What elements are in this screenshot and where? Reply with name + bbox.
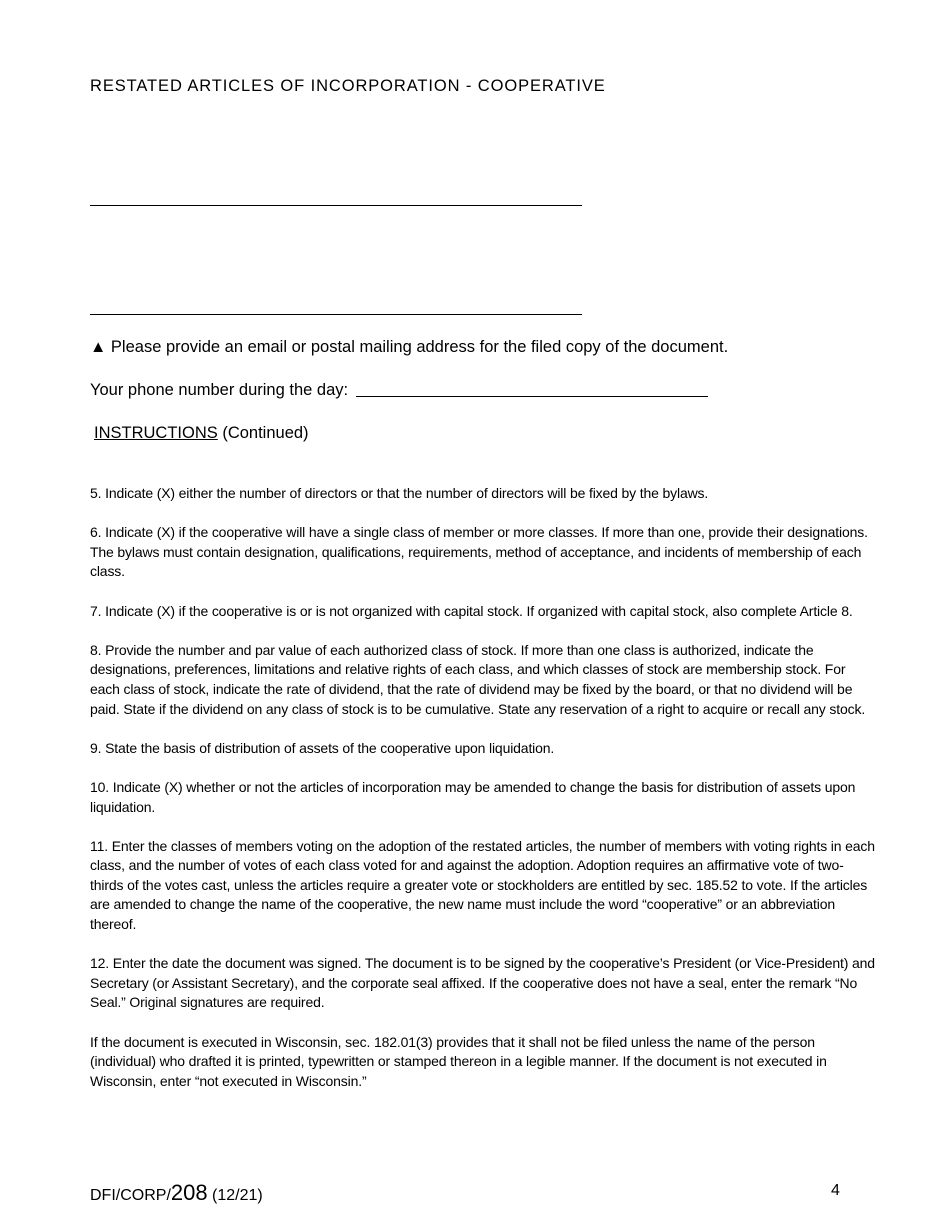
form-prefix: DFI/CORP/ [90, 1187, 171, 1204]
page-title: RESTATED ARTICLES OF INCORPORATION - COOPERATIVE [90, 77, 606, 95]
instruction-item-12: 12. Enter the date the document was signed. The document is to be signed by the cooperative’s President (or Vice-President) and Secretary (or Assistant Secretary), and the corporate seal affixed. If the cooperative does not have a seal, enter the remark “No Seal.” Original signatures are required. [90, 955, 875, 1011]
instruction-item-11: 11. Enter the classes of members voting on the adoption of the restated articles, the number of members with voting rights in each class, and the number of votes of each class voted for and against the adoption. Adoption requires an affirmative vote of two-thirds of the votes cast, unless the articles require a greater vote or stockholders are entitled by sec. 185.52 to vote. If the articles are amended to change the name of the cooperative, the new name must include the word “cooperative” or an abbreviation thereof. [90, 837, 875, 933]
instruction-item-9: 9. State the basis of distribution of assets of the cooperative upon liquidation. [90, 739, 555, 756]
instructions-heading-label: INSTRUCTIONS [94, 424, 218, 442]
instructions-heading-suffix: (Continued) [217, 424, 309, 442]
phone-row [90, 381, 708, 400]
instruction-item-7: 7. Indicate (X) if the cooperative is or is not organized with capital stock. If organized with capital stock, also complete Article 8. [90, 602, 853, 619]
phone-label: Your phone number during the day: [90, 381, 349, 399]
form-date: (12/21) [207, 1187, 263, 1204]
instruction-item-5: 5. Indicate (X) either the number of directors or that the number of directors will be fixed by the bylaws. [90, 485, 709, 501]
phone-input-line[interactable] [356, 396, 708, 397]
form-number: 208 [170, 1180, 208, 1205]
page-number: 4 [831, 1182, 840, 1199]
address-line-2[interactable] [90, 314, 582, 315]
instruction-item-8: 8. Provide the number and par value of each authorized class of stock. If more than one class is authorized, indicate the designations, preferences, limitations and relative rights of each class, and which classes of stock are membership stock. For each class of stock, indicate the rate of dividend, that the rate of dividend may be fixed by the board, or that no dividend will be paid. State if the dividend on any class of stock is to be cumulative. State any reservation of a right to acquire or recall any stock. [90, 641, 866, 717]
form-identifier [90, 1180, 263, 1206]
instruction-item-10: 10. Indicate (X) whether or not the articles of incorporation may be amended to change the basis for distribution of assets upon liquidation. [90, 778, 856, 815]
instruction-item-6: 6. Indicate (X) if the cooperative will have a single class of member or more classes. If more than one, provide their designations. The bylaws must contain designation, qualifications, requirements, method of acceptance, and incidents of membership of each class. [90, 524, 868, 580]
mailing-address-prompt: ▲ Please provide an email or postal mailing address for the filed copy of the document. [90, 338, 729, 356]
instructions-heading [94, 424, 309, 443]
address-line-1[interactable] [90, 205, 582, 206]
instruction-wisconsin-note: If the document is executed in Wisconsin, sec. 182.01(3) provides that it shall not be filed unless the name of the person (individual) who drafted it is printed, typewritten or stamped thereon in a legible manner. If the document is not executed in Wisconsin, enter “not executed in Wisconsin.” [90, 1033, 827, 1089]
instructions-list [90, 484, 875, 1111]
